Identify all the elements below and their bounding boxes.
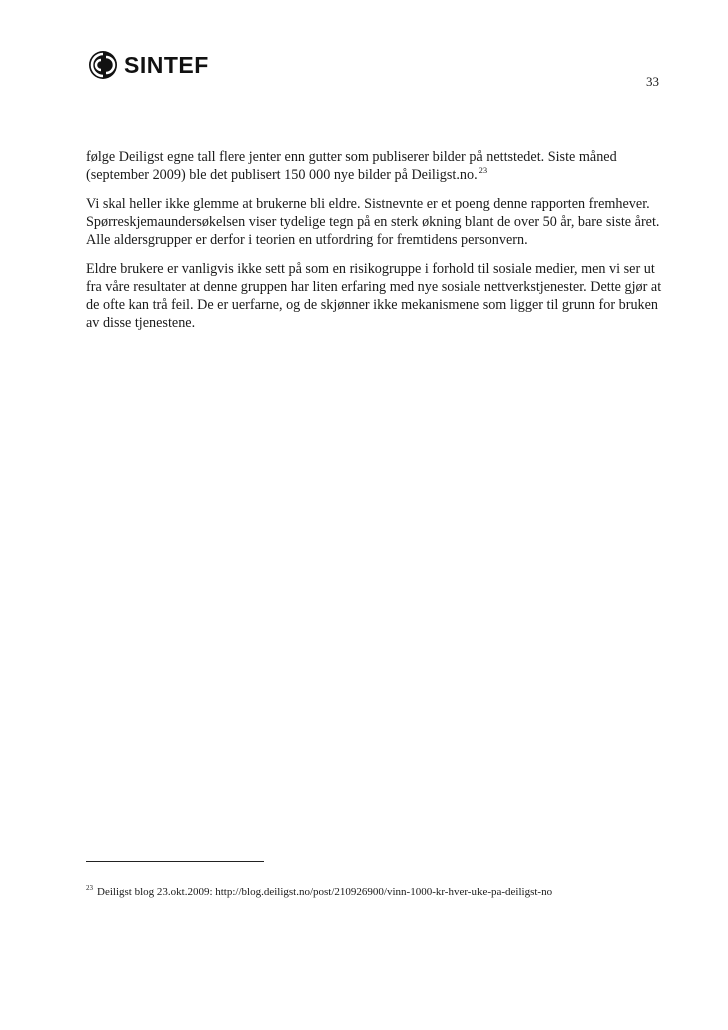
page-number: 33 xyxy=(646,74,659,89)
sintef-logo xyxy=(88,48,209,82)
logo-text: SINTEF xyxy=(124,51,209,78)
footnote xyxy=(86,886,552,898)
paragraph-3: Eldre brukere er vanligvis ikke sett på som en risikogruppe i forhold til sosiale medier, men vi ser ut fra våre resultater at denne gruppen har liten erfaring med nye sosiale nettverkstjenester. Dette gjør at de ofte kan trå feil. De er uerfarne, og de skjønner ikke mekanismene som ligger til grunn for bruken av disse tjenestene. xyxy=(86,261,662,331)
paragraph-1-text: følge Deiligst egne tall flere jenter enn gutter som publiserer bilder på nettstedet. Siste måned (september 2009) ble det publisert 150 000 nye bilder på Deiligst.no. xyxy=(86,149,617,183)
sintef-logo-icon xyxy=(88,50,118,80)
paragraph-2: Vi skal heller ikke glemme at brukerne bli eldre. Sistnevnte er et poeng denne rapporten fremhever. Spørreskjemaundersøkelsen viser tydelige tegn på en sterk økning blant de over 50 år, bare siste året. Alle aldersgrupper er derfor i teorien en utfordring for fremtidens personvern. xyxy=(86,196,660,248)
footnote-text: Deiligst blog 23.okt.2009: http://blog.deiligst.no/post/210926900/vinn-1000-kr-hver-uke-pa-deiligst-no xyxy=(97,886,553,898)
footnote-reference[interactable]: 23 xyxy=(478,165,488,175)
footnote-divider xyxy=(86,861,264,862)
paragraph-1 xyxy=(86,148,666,184)
body-text xyxy=(86,148,666,343)
footnote-number: 23 xyxy=(86,884,93,892)
